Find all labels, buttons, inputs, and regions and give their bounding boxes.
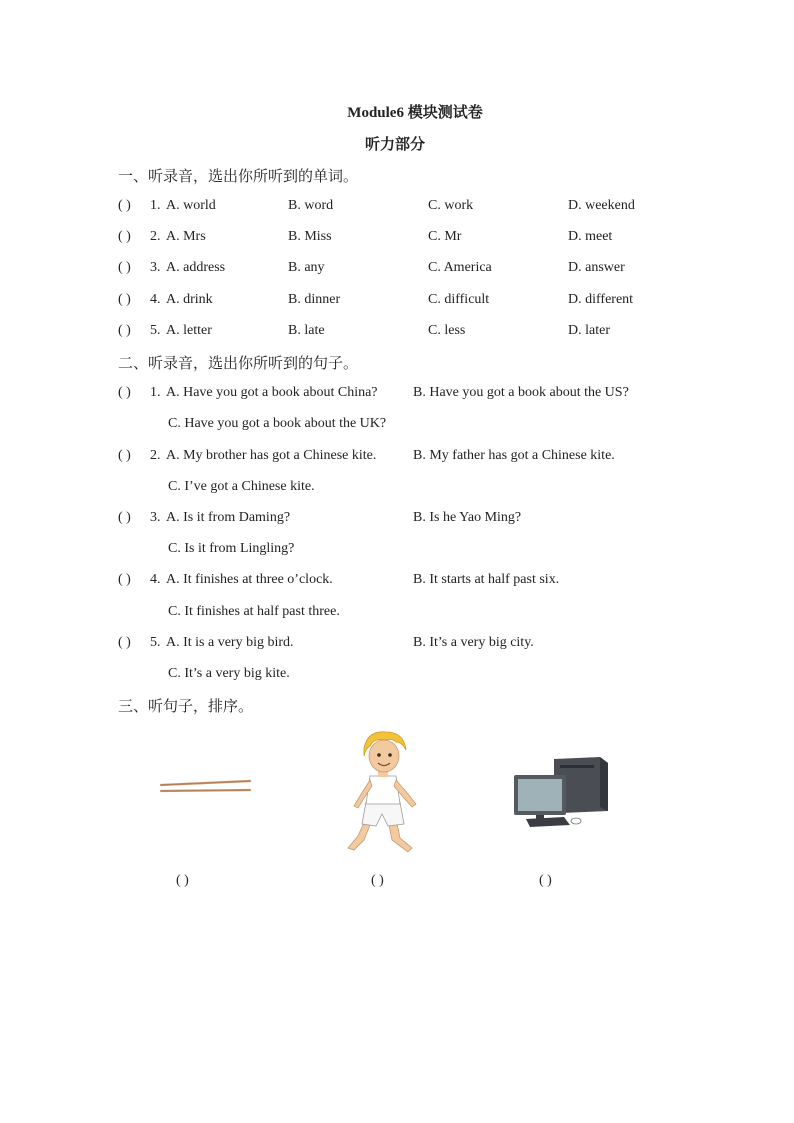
option-a: A. Mrs: [166, 229, 206, 244]
item-number: 3.: [150, 260, 161, 275]
computer-icon: [512, 755, 610, 831]
answer-blank[interactable]: ( ): [118, 572, 131, 587]
answer-blank-picture-1[interactable]: ( ): [176, 873, 189, 888]
option-c: C. It finishes at half past three.: [168, 604, 340, 619]
item-number: 2.: [150, 229, 161, 244]
item-number: 4.: [150, 292, 161, 307]
section2-item-5: [118, 635, 718, 655]
option-d: D. meet: [568, 229, 613, 244]
option-a: A. Is it from Daming?: [166, 510, 291, 525]
option-d: D. weekend: [568, 198, 635, 213]
answer-blank[interactable]: ( ): [118, 292, 131, 307]
option-b: B. Miss: [288, 229, 332, 244]
section2-heading: 二、听录音，选出你所听到的句子。: [118, 356, 359, 372]
option-b: B. word: [288, 198, 334, 213]
item-number: 1.: [150, 198, 161, 213]
option-c: C. America: [428, 260, 492, 275]
option-d: D. different: [568, 292, 634, 307]
item-number: 4.: [150, 572, 161, 587]
answer-blank[interactable]: ( ): [118, 510, 131, 525]
section1-item-3: [118, 260, 718, 280]
section2-item-3: [118, 510, 718, 530]
section1-heading: 一、听录音，选出你所听到的单词。: [118, 169, 359, 185]
option-c: C. Have you got a book about the UK?: [168, 416, 387, 431]
section2-item-2: [118, 448, 718, 468]
answer-blank[interactable]: ( ): [118, 229, 131, 244]
section1-item-4: [118, 292, 718, 312]
item-number: 3.: [150, 510, 161, 525]
answer-blank[interactable]: ( ): [118, 323, 131, 338]
option-a: A. My brother has got a Chinese kite.: [166, 448, 377, 463]
option-b: B. Have you got a book about the US?: [413, 385, 629, 400]
option-c: C. I’ve got a Chinese kite.: [168, 479, 315, 494]
option-b: B. It starts at half past six.: [413, 572, 560, 587]
option-d: D. later: [568, 323, 610, 338]
answer-blank[interactable]: ( ): [118, 635, 131, 650]
answer-blank[interactable]: ( ): [118, 385, 131, 400]
option-c: C. Is it from Lingling?: [168, 541, 295, 556]
answer-blank[interactable]: ( ): [118, 448, 131, 463]
option-a: A. drink: [166, 292, 213, 307]
answer-blank-picture-3[interactable]: ( ): [539, 873, 552, 888]
option-b: B. dinner: [288, 292, 341, 307]
page-title: Module6 模块测试卷: [347, 105, 483, 121]
option-b: B. My father has got a Chinese kite.: [413, 448, 615, 463]
option-c: C. difficult: [428, 292, 490, 307]
option-c: C. less: [428, 323, 466, 338]
boy-walking-icon: [342, 728, 424, 856]
section1-item-1: [118, 198, 718, 218]
section2-item-5-cont: [118, 666, 718, 686]
option-b: B. Is he Yao Ming?: [413, 510, 522, 525]
option-a: A. It is a very big bird.: [166, 635, 294, 650]
option-a: A. It finishes at three o’clock.: [166, 572, 333, 587]
option-b: B. late: [288, 323, 325, 338]
item-number: 5.: [150, 323, 161, 338]
answer-blank-picture-2[interactable]: ( ): [371, 873, 384, 888]
option-c: C. Mr: [428, 229, 462, 244]
section1-item-5: [118, 323, 718, 343]
option-b: B. It’s a very big city.: [413, 635, 534, 650]
item-number: 5.: [150, 635, 161, 650]
section3-heading: 三、听句子，排序。: [118, 699, 254, 715]
option-a: A. address: [166, 260, 226, 275]
page-subtitle: 听力部分: [364, 137, 425, 153]
chopsticks-icon: [158, 776, 253, 798]
section2-item-2-cont: [118, 479, 718, 499]
answer-blank[interactable]: ( ): [118, 260, 131, 275]
option-c: C. It’s a very big kite.: [168, 666, 290, 681]
section2-item-1: [118, 385, 718, 405]
section2-item-3-cont: [118, 541, 718, 561]
section2-item-4-cont: [118, 604, 718, 624]
item-number: 2.: [150, 448, 161, 463]
section2-item-4: [118, 572, 718, 592]
option-a: A. letter: [166, 323, 212, 338]
option-b: B. any: [288, 260, 325, 275]
option-a: A. Have you got a book about China?: [166, 385, 378, 400]
answer-blank[interactable]: ( ): [118, 198, 131, 213]
option-d: D. answer: [568, 260, 625, 275]
item-number: 1.: [150, 385, 161, 400]
option-a: A. world: [166, 198, 216, 213]
option-c: C. work: [428, 198, 474, 213]
section2-item-1-cont: [118, 416, 718, 436]
section1-item-2: [118, 229, 718, 249]
